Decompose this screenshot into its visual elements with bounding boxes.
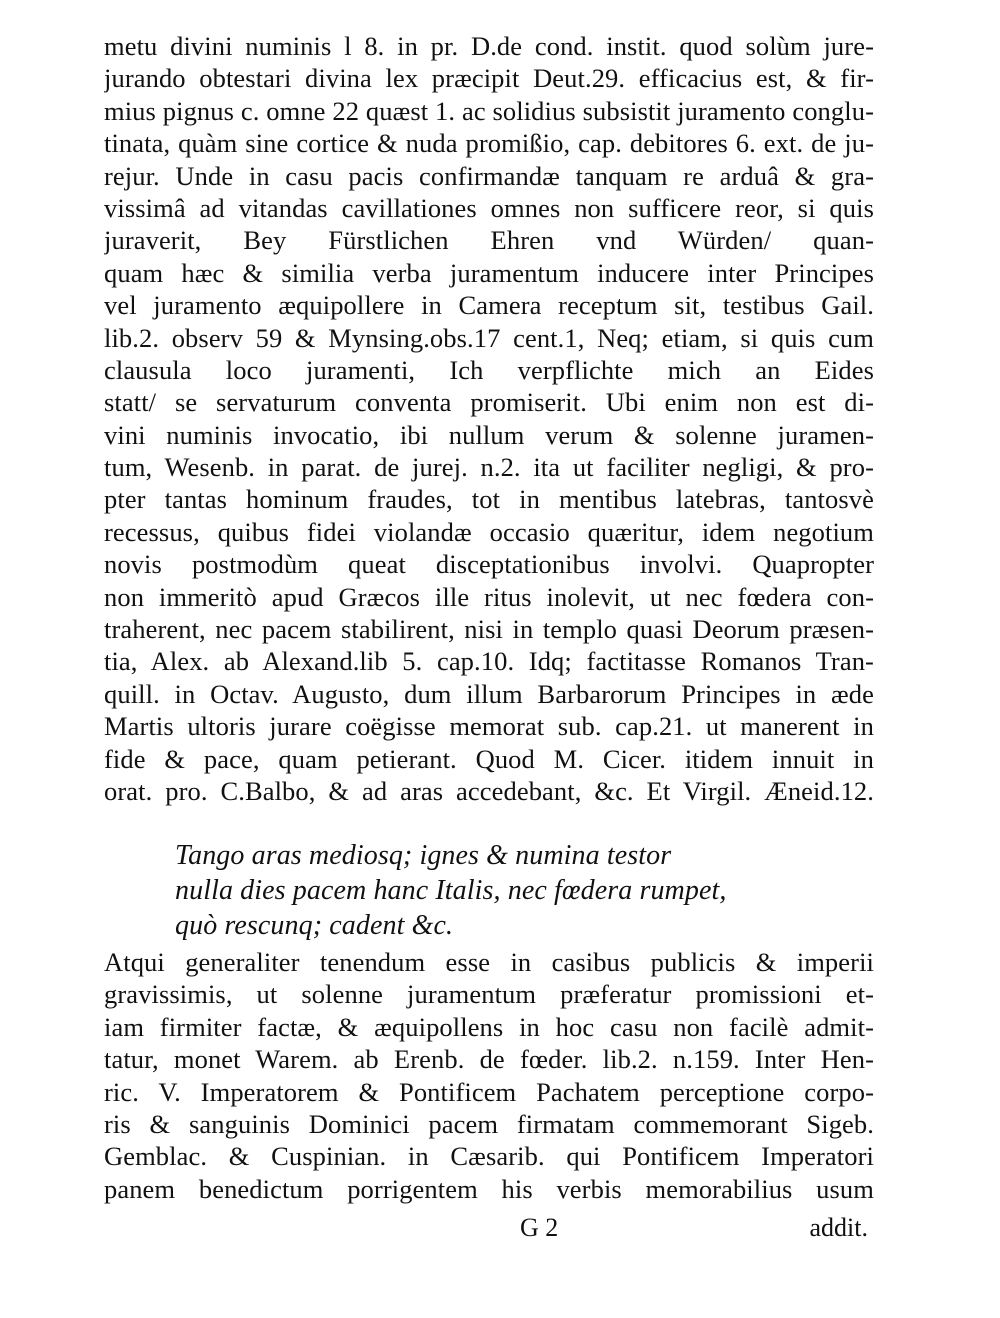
text-line: panem benedictum porrigentem his verbis memorabilius usum — [104, 1173, 874, 1204]
text-line: iam firmiter factæ, & æquipollens in hoc casu non facilè admit- — [104, 1011, 874, 1042]
text-line: vissimâ ad vitandas cavillationes omnes non sufficere reor, si quis — [104, 192, 874, 223]
text-line: vel juramento æquipollere in Camera receptum sit, testibus Gail. — [104, 290, 874, 321]
text-line: Martis ultoris jurare coëgisse memorat sub. cap.21. ut manerent in — [104, 711, 874, 742]
text-line: jurando obtestari divina lex præcipit Deut.29. efficacius est, & fir- — [104, 63, 874, 94]
verse-line: Tango aras mediosq; ignes & numina testor — [175, 840, 672, 871]
text-line: Gemblac. & Cuspinian. in Cæsarib. qui Pontificem Imperatori — [104, 1141, 874, 1172]
page-footer — [104, 1212, 874, 1244]
text-line: metu divini numinis l 8. in pr. D.de cond. instit. quod solùm jure- — [104, 31, 874, 61]
text-line: ric. V. Imperatorem & Pontificem Pachatem perceptione corpo- — [104, 1076, 874, 1107]
text-line: gravissimis, ut solenne juramentum præferatur promissioni et- — [104, 979, 874, 1010]
text-line: recessus, quibus fidei violandæ occasio quæritur, idem negotium — [104, 516, 874, 547]
text-line: pter tantas hominum fraudes, tot in mentibus latebras, tantosvè — [104, 484, 874, 515]
text-line: non immeritò apud Græcos ille ritus inolevit, ut nec fœdera con- — [104, 581, 874, 612]
text-line: vini numinis invocatio, ibi nullum verum & solenne juramen- — [104, 419, 874, 450]
text-line: tinata, quàm sine cortice & nuda promißio, cap. debitores 6. ext. de ju- — [104, 128, 874, 159]
text-line: orat. pro. C.Balbo, & ad aras accedebant, &c. Et Virgil. Æneid.12. — [104, 775, 874, 806]
text-line: traherent, nec pacem stabilirent, nisi in templo quasi Deorum præsen- — [104, 614, 874, 645]
text-line: juraverit, Bey Fürstlichen Ehren vnd Würden/ quan- — [104, 225, 874, 256]
verse-line: nulla dies pacem hanc Italis, nec fœdera rumpet, — [175, 875, 727, 906]
text-line: rejur. Unde in casu pacis confirmandæ tanquam re arduâ & gra- — [104, 160, 874, 191]
text-line: tia, Alex. ab Alexand.lib 5. cap.10. Idq; factitasse Romanos Tran- — [104, 646, 874, 677]
text-line: quill. in Octav. Augusto, dum illum Barbarorum Principes in æde — [104, 678, 874, 709]
text-line: Atqui generaliter tenendum esse in casibus publicis & imperii — [104, 947, 874, 977]
text-line: tum, Wesenb. in parat. de jurej. n.2. ita ut faciliter negligi, & pro- — [104, 452, 874, 483]
text-line: ris & sanguinis Dominici pacem firmatam commemorant Sigeb. — [104, 1108, 874, 1139]
text-block-continuation — [104, 946, 874, 1205]
signature-mark: G 2 — [520, 1213, 559, 1242]
text-line: quam hæc & similia verba juramentum inducere inter Principes — [104, 257, 874, 288]
text-line: fide & pace, quam petierant. Quod M. Cicer. itidem innuit in — [104, 743, 874, 774]
text-block-main — [104, 30, 874, 807]
text-line: tatur, monet Warem. ab Erenb. de fœder. lib.2. n.159. Inter Hen- — [104, 1044, 874, 1075]
text-line: clausula loco juramenti, Ich verpflichte mich an Eides — [104, 354, 874, 385]
text-line: novis postmodùm queat disceptationibus involvi. Quapropter — [104, 549, 874, 580]
verse-quotation — [175, 838, 815, 943]
text-line: mius pignus c. omne 22 quæst 1. ac solidius subsistit juramento conglu- — [104, 95, 874, 126]
text-line: statt/ se servaturum conventa promiserit. Ubi enim non est di- — [104, 387, 874, 418]
verse-line: quò rescunq; cadent &c. — [175, 910, 454, 941]
text-line: lib.2. observ 59 & Mynsing.obs.17 cent.1, Neq; etiam, si quis cum — [104, 322, 874, 353]
catchword: addit. — [809, 1213, 868, 1242]
